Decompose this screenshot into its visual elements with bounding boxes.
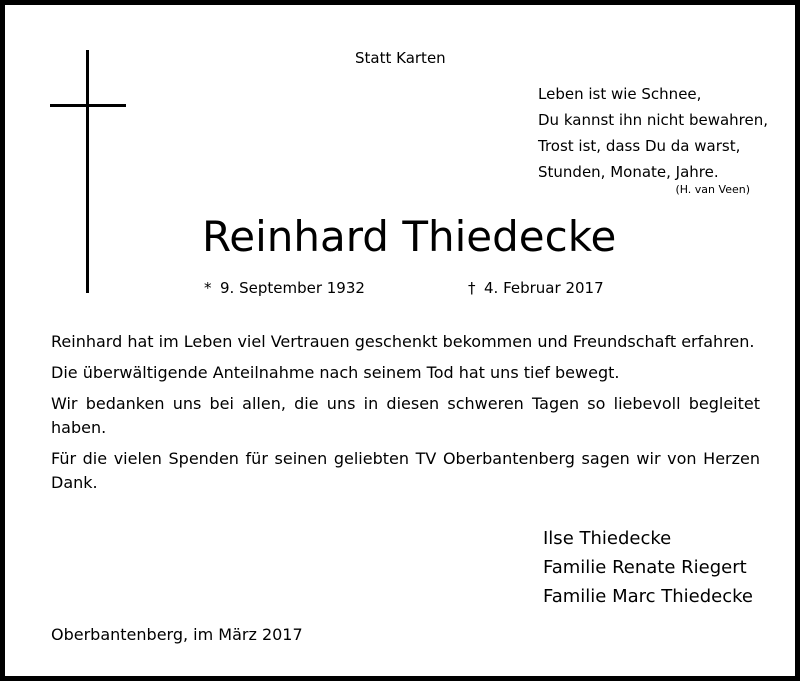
place-date: Oberbantenberg, im März 2017: [51, 625, 303, 644]
poem-line: Leben ist wie Schnee,: [538, 85, 702, 103]
birth-date-line: [204, 279, 365, 297]
poem-line: Stunden, Monate, Jahre.: [538, 163, 719, 181]
birth-date: 9. September 1932: [220, 279, 365, 297]
statt-karten-heading: Statt Karten: [355, 49, 446, 67]
body-paragraph: Die überwältigende Anteilnahme nach seinem Tod hat uns tief bewegt.: [51, 363, 620, 382]
body-text: [51, 330, 760, 502]
cross-icon-vertical: [86, 50, 89, 293]
poem-line: Trost ist, dass Du da warst,: [538, 137, 741, 155]
poem: [538, 81, 768, 185]
poem-source: (H. van Veen): [675, 183, 750, 196]
body-paragraph: Reinhard hat im Leben viel Vertrauen geschenkt bekommen und Freundschaft erfahren.: [51, 332, 755, 351]
signer: Familie Marc Thiedecke: [543, 586, 753, 607]
poem-line: Du kannst ihn nicht bewahren,: [538, 111, 769, 129]
body-paragraph: Wir bedanken uns bei allen, die uns in diesen schweren Tagen so liebevoll begleitet haben.: [51, 394, 760, 437]
signer: Ilse Thiedecke: [543, 528, 672, 549]
signers: [543, 524, 753, 611]
birth-star-icon: *: [204, 279, 212, 297]
body-paragraph: Für die vielen Spenden für seinen geliebten TV Oberbantenberg sagen wir von Herzen Dank.: [51, 449, 760, 492]
death-dagger-icon: †: [468, 279, 476, 297]
deceased-name: Reinhard Thiedecke: [202, 212, 617, 261]
signer: Familie Renate Riegert: [543, 557, 747, 578]
death-date: 4. Februar 2017: [484, 279, 604, 297]
death-date-line: [468, 279, 604, 297]
cross-icon-horizontal: [50, 104, 126, 107]
